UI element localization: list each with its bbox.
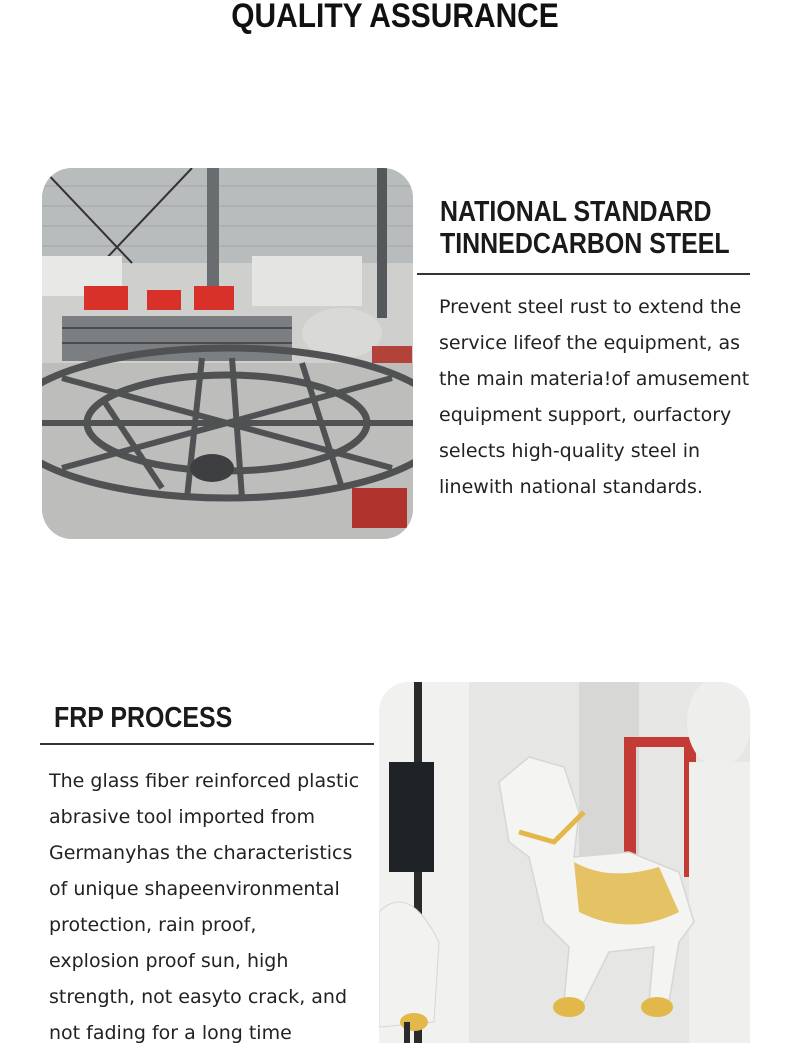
body-line: explosion proof sun, high — [49, 950, 289, 972]
section1-heading-line: NATIONAL STANDARD — [440, 196, 712, 228]
body-line: equipment support, ourfactory — [439, 404, 732, 426]
body-line: selects high-quality steel in — [439, 440, 701, 462]
body-line: of unique shapeenvironmental — [49, 878, 340, 900]
body-line: strength, not easyto crack, and — [49, 986, 348, 1008]
page-title: QUALITY ASSURANCE — [231, 0, 559, 35]
body-line: the main materia!of amusement — [439, 368, 750, 390]
section2-heading: FRP PROCESS — [54, 702, 233, 734]
body-line: Germanyhas the characteristics — [49, 842, 353, 864]
section2-body — [49, 763, 359, 1051]
section1-heading-line: TINNEDCARBON STEEL — [440, 228, 730, 260]
body-line: linewith national standards. — [439, 476, 703, 498]
body-line: protection, rain proof, — [49, 914, 257, 936]
body-line: The glass fiber reinforced plastic — [49, 770, 360, 792]
steel-frame-photo — [42, 168, 413, 539]
section1-divider — [417, 273, 750, 275]
body-line: abrasive tool imported from — [49, 806, 316, 828]
body-line: service lifeof the equipment, as — [439, 332, 741, 354]
section2-divider — [40, 743, 374, 745]
body-line: Prevent steel rust to extend the — [439, 296, 742, 318]
section1-heading — [440, 196, 730, 260]
body-line: not fading for a long time — [49, 1022, 292, 1044]
section1-body — [439, 289, 749, 505]
carousel-horse-photo — [379, 682, 750, 1043]
